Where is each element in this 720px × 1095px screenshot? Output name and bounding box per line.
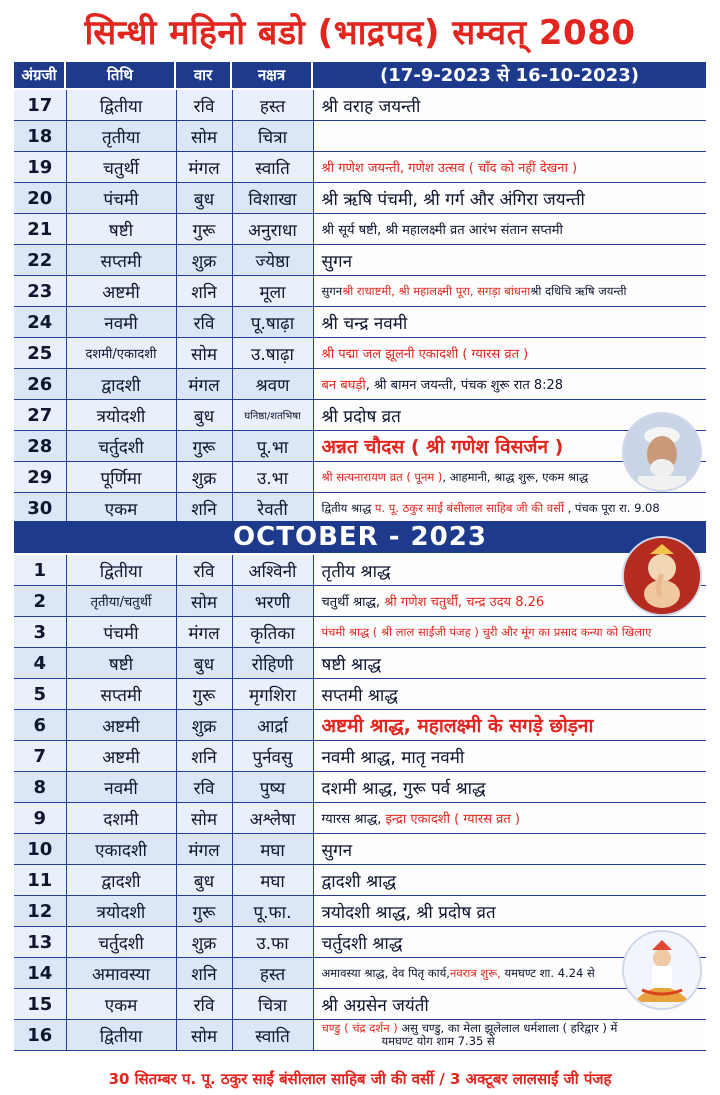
event-line: [322, 1035, 707, 1048]
cell-day: शनि: [176, 958, 232, 989]
table-row: [14, 927, 706, 958]
cell-event: [313, 307, 706, 338]
event-fragment: चतुर्थी श्राद्ध,: [321, 595, 385, 610]
cell-nakshatra: विशाखा: [232, 183, 313, 214]
cell-day: रवि: [176, 772, 232, 803]
table-row: [14, 214, 706, 245]
cell-nakshatra: रोहिणी: [232, 648, 313, 679]
cell-tithi: दशमी: [66, 803, 176, 834]
cell-event: [313, 772, 706, 803]
cell-tithi: पंचमी: [66, 617, 176, 648]
jhulelal-icon: [624, 932, 700, 1008]
event-fragment: अष्टमी श्राद्ध, महालक्ष्मी के सगड़े छोड़ना: [321, 715, 594, 737]
cell-tithi: नवमी: [66, 307, 176, 338]
cell-date: 15: [14, 989, 66, 1020]
cell-date: 9: [14, 803, 66, 834]
cell-event: [313, 90, 706, 121]
event-fragment: श्री वराह जयन्ती: [321, 96, 421, 117]
header-tithi: तिथि: [66, 62, 176, 88]
cell-date: 14: [14, 958, 66, 989]
event-fragment: , आहमानी, श्राद्ध शुरू, एकम श्राद्ध: [442, 469, 589, 484]
event-fragment: अन्नत चौदस ( श्री गणेश विसर्जन ): [321, 436, 564, 458]
cell-date: 30: [14, 493, 66, 524]
cell-nakshatra: पू.षाढ़ा: [232, 307, 313, 338]
cell-nakshatra: मृगशिरा: [232, 679, 313, 710]
cell-day: शनि: [176, 276, 232, 307]
table-row: [14, 338, 706, 369]
october-table: [14, 555, 706, 1051]
cell-day: गुरू: [176, 896, 232, 927]
september-table: [14, 90, 706, 524]
table-row: [14, 1020, 706, 1051]
cell-day: गुरू: [176, 431, 232, 462]
cell-date: 12: [14, 896, 66, 927]
event-fragment: श्री सत्यनारायण व्रत ( पूनम ): [321, 469, 443, 484]
cell-nakshatra: अनुराधा: [232, 214, 313, 245]
cell-date: 6: [14, 710, 66, 741]
cell-event: [313, 1020, 706, 1051]
table-row: [14, 121, 706, 152]
cell-date: 21: [14, 214, 66, 245]
cell-nakshatra: चित्रा: [232, 121, 313, 152]
cell-date: 3: [14, 617, 66, 648]
cell-date: 5: [14, 679, 66, 710]
table-row: [14, 431, 706, 462]
cell-tithi: तृतीया: [66, 121, 176, 152]
cell-day: शनि: [176, 741, 232, 772]
cell-day: गुरू: [176, 214, 232, 245]
event-fragment: सुगन: [321, 283, 343, 298]
cell-day: सोम: [176, 586, 232, 617]
cell-date: 29: [14, 462, 66, 493]
event-fragment: नवमी श्राद्ध, मातृ नवमी: [321, 747, 465, 768]
cell-tithi: षष्टी: [66, 648, 176, 679]
cell-tithi: अष्टमी: [66, 276, 176, 307]
cell-day: मंगल: [176, 834, 232, 865]
cell-event: [313, 152, 706, 183]
table-row: [14, 555, 706, 586]
cell-date: 7: [14, 741, 66, 772]
cell-nakshatra: पू.भा: [232, 431, 313, 462]
cell-nakshatra: पुष्य: [232, 772, 313, 803]
cell-date: 18: [14, 121, 66, 152]
event-fragment: षष्टी श्राद्ध: [321, 654, 382, 675]
cell-nakshatra: उ.फा: [232, 927, 313, 958]
cell-event: [313, 679, 706, 710]
cell-day: गुरू: [176, 679, 232, 710]
table-row: [14, 865, 706, 896]
cell-nakshatra: मघा: [232, 865, 313, 896]
cell-nakshatra: अश्विनी: [232, 555, 313, 586]
event-fragment: चर्तुदशी श्राद्ध: [321, 933, 403, 954]
page-title: सिन्धी महिनो बडो (भाद्रपद) सम्वत् 2080: [84, 13, 636, 53]
cell-day: मंगल: [176, 617, 232, 648]
cell-date: 22: [14, 245, 66, 276]
event-fragment: यमघण्ट योग शाम 7.35 से: [381, 1034, 495, 1048]
event-fragment: , पंचक पूरा रा. 9.08: [563, 500, 660, 515]
header-day: वार: [176, 62, 232, 88]
table-row: [14, 400, 706, 431]
table-header: [14, 62, 706, 88]
jhulelal-image: [622, 930, 702, 1010]
cell-tithi: एकम: [66, 493, 176, 524]
cell-tithi: चर्तुदशी: [66, 927, 176, 958]
cell-tithi: त्रयोदशी: [66, 400, 176, 431]
cell-date: 2: [14, 586, 66, 617]
cell-day: बुध: [176, 183, 232, 214]
portrait-icon: [624, 414, 700, 490]
cell-date: 25: [14, 338, 66, 369]
cell-day: रवि: [176, 555, 232, 586]
header-date: अंग्रजी: [14, 62, 66, 88]
table-row: [14, 462, 706, 493]
cell-tithi: तृतीया/चतुर्थी: [66, 586, 176, 617]
cell-nakshatra: पुर्नवसु: [232, 741, 313, 772]
cell-day: रवि: [176, 307, 232, 338]
event-fragment: इन्द्रा एकादशी ( ग्यारस व्रत ): [385, 812, 520, 827]
cell-day: शुक्र: [176, 245, 232, 276]
event-fragment: अमावस्या श्राद्ध, देव पितृ कार्य,: [321, 965, 450, 980]
table-row: [14, 989, 706, 1020]
cell-tithi: चतुर्थी: [66, 152, 176, 183]
cell-nakshatra: ज्येष्ठा: [232, 245, 313, 276]
event-fragment: श्री ऋषि पंचमी, श्री गर्ग और अंगिरा जयन्ती: [321, 189, 585, 210]
cell-tithi: नवमी: [66, 772, 176, 803]
cell-date: 26: [14, 369, 66, 400]
cell-tithi: चर्तुदशी: [66, 431, 176, 462]
cell-nakshatra: उ.भा: [232, 462, 313, 493]
cell-event: [313, 834, 706, 865]
table-row: [14, 90, 706, 121]
event-fragment: श्री राधाष्टमी, श्री महालक्ष्मी पूरा, सगड़ा बांधना: [342, 283, 531, 298]
table-row: [14, 710, 706, 741]
event-fragment: त्रयोदशी श्राद्ध, श्री प्रदोष व्रत: [321, 902, 496, 923]
cell-date: 10: [14, 834, 66, 865]
event-two-line: [322, 1022, 707, 1048]
cell-day: बुध: [176, 865, 232, 896]
cell-nakshatra: मघा: [232, 834, 313, 865]
event-fragment: चण्डु ( चंद्र दर्शन ): [321, 1021, 398, 1035]
cell-nakshatra: अश्लेषा: [232, 803, 313, 834]
table-row: [14, 772, 706, 803]
cell-tithi: सप्तमी: [66, 679, 176, 710]
ganesha-image: [622, 536, 702, 616]
event-fragment: सुगन: [321, 840, 352, 861]
cell-nakshatra: स्वाति: [232, 152, 313, 183]
table-row: [14, 617, 706, 648]
table-row: [14, 834, 706, 865]
event-fragment: नवरात्र शुरू,: [449, 965, 501, 980]
table-row: [14, 586, 706, 617]
table-row: [14, 679, 706, 710]
event-fragment: श्री प्रदोष व्रत: [321, 406, 401, 427]
cell-day: शुक्र: [176, 462, 232, 493]
cell-event: [313, 617, 706, 648]
cell-tithi: अमावस्या: [66, 958, 176, 989]
cell-day: सोम: [176, 803, 232, 834]
event-fragment: द्वादशी श्राद्ध: [321, 871, 397, 892]
cell-tithi: द्वादशी: [66, 865, 176, 896]
portrait-photo: [622, 412, 702, 492]
ganesha-icon: [624, 538, 700, 614]
cell-date: 1: [14, 555, 66, 586]
cell-day: शुक्र: [176, 710, 232, 741]
header-date-range: (17-9-2023 से 16-10-2023): [380, 65, 639, 86]
cell-day: मंगल: [176, 369, 232, 400]
cell-nakshatra: हस्त: [232, 90, 313, 121]
cell-event: [313, 648, 706, 679]
cell-date: 20: [14, 183, 66, 214]
cell-tithi: पूर्णिमा: [66, 462, 176, 493]
cell-day: सोम: [176, 338, 232, 369]
month-banner: OCTOBER - 2023: [14, 521, 706, 553]
table-row: [14, 741, 706, 772]
event-fragment: असु चण्डु, का मेला झूलेलाल धर्मशाला ( हरिद्वार ) में: [397, 1021, 618, 1035]
cell-nakshatra: चित्रा: [232, 989, 313, 1020]
cell-day: सोम: [176, 1020, 232, 1051]
cell-event: [313, 183, 706, 214]
event-fragment: श्री गणेश चतुर्थी, चन्द्र उदय 8.26: [384, 595, 545, 610]
cell-event: [313, 896, 706, 927]
cell-event: [313, 741, 706, 772]
cell-nakshatra: कृतिका: [232, 617, 313, 648]
cell-event: [313, 865, 706, 896]
cell-day: बुध: [176, 648, 232, 679]
event-fragment: पंचमी श्राद्ध ( श्री लाल साईंजी पंजह ) चुरी और मूंग का प्रसाद कन्या को खिलाए: [321, 624, 652, 639]
cell-date: 19: [14, 152, 66, 183]
table-row: [14, 493, 706, 524]
event-fragment: सुगन: [321, 251, 352, 272]
event-fragment: यमघण्ट शा. 4.24 से: [500, 965, 595, 980]
cell-nakshatra: मूला: [232, 276, 313, 307]
cell-date: 11: [14, 865, 66, 896]
event-fragment: द्वितीय श्राद्ध: [321, 500, 372, 515]
cell-event: [313, 214, 706, 245]
cell-tithi: पंचमी: [66, 183, 176, 214]
event-fragment: सप्तमी श्राद्ध: [321, 685, 398, 706]
event-fragment: , श्री बामन जयन्ती, पंचक शुरू रात 8:28: [365, 378, 564, 393]
event-fragment: तृतीय श्राद्ध: [321, 561, 391, 582]
header-nakshatra: नक्षत्र: [232, 62, 313, 88]
event-line: [322, 1022, 707, 1035]
event-fragment: श्री पद्मा जल झूलनी एकादशी ( ग्यारस व्रत ): [321, 347, 529, 362]
cell-day: शुक्र: [176, 927, 232, 958]
cell-date: 16: [14, 1020, 66, 1051]
cell-day: रवि: [176, 90, 232, 121]
cell-tithi: षष्टी: [66, 214, 176, 245]
cell-day: मंगल: [176, 152, 232, 183]
cell-tithi: अष्टमी: [66, 710, 176, 741]
event-fragment: प. पू. ठकुर साईं बंसीलाल साहिब जी की वर्सी: [371, 500, 564, 515]
cell-nakshatra: स्वाति: [232, 1020, 313, 1051]
cell-date: 13: [14, 927, 66, 958]
footer-note: 30 सितम्बर प. पू. ठकुर साईं बंसीलाल साहिब जी की वर्सी / 3 अक्टूबर लालसाईं जी पंजह: [108, 1069, 612, 1088]
cell-tithi: अष्टमी: [66, 741, 176, 772]
cell-tithi: एकादशी: [66, 834, 176, 865]
event-fragment: बन बघड़ी: [321, 378, 366, 393]
event-fragment: श्री चन्द्र नवमी: [321, 313, 408, 334]
cell-date: 28: [14, 431, 66, 462]
table-row: [14, 896, 706, 927]
cell-tithi: द्वादशी: [66, 369, 176, 400]
table-row: [14, 803, 706, 834]
event-fragment: श्री सूर्य षष्टी, श्री महालक्ष्मी व्रत आरंभ संतान सप्तमी: [321, 223, 563, 238]
table-row: [14, 307, 706, 338]
cell-event: [313, 493, 706, 524]
cell-event: [313, 710, 706, 741]
cell-event: [313, 803, 706, 834]
table-row: [14, 958, 706, 989]
event-fragment: ग्यारस श्राद्ध,: [321, 812, 386, 827]
cell-event: [313, 369, 706, 400]
cell-tithi: एकम: [66, 989, 176, 1020]
cell-date: 24: [14, 307, 66, 338]
cell-nakshatra: हस्त: [232, 958, 313, 989]
cell-nakshatra: उ.षाढ़ा: [232, 338, 313, 369]
cell-tithi: दशमी/एकादशी: [66, 338, 176, 369]
event-fragment: दशमी श्राद्ध, गुरू पर्व श्राद्ध: [321, 778, 486, 799]
cell-day: रवि: [176, 989, 232, 1020]
table-row: [14, 183, 706, 214]
table-row: [14, 369, 706, 400]
cell-tithi: त्रयोदशी: [66, 896, 176, 927]
cell-tithi: द्वितीया: [66, 555, 176, 586]
cell-day: शनि: [176, 493, 232, 524]
cell-nakshatra: भरणी: [232, 586, 313, 617]
event-fragment: श्री दधिचि ऋषि जयन्ती: [530, 283, 627, 298]
cell-day: बुध: [176, 400, 232, 431]
cell-nakshatra: रेवती: [232, 493, 313, 524]
cell-event: [313, 276, 706, 307]
event-fragment: श्री गणेश जयन्ती, गणेश उत्सव ( चाँद को नहीं देखना ): [321, 161, 578, 176]
cell-nakshatra: श्रवण: [232, 369, 313, 400]
table-row: [14, 276, 706, 307]
event-fragment: श्री अग्रसेन जयंती: [321, 995, 429, 1016]
cell-nakshatra: पू.फा.: [232, 896, 313, 927]
cell-nakshatra: आर्द्रा: [232, 710, 313, 741]
table-row: [14, 152, 706, 183]
cell-date: 8: [14, 772, 66, 803]
cell-event: [313, 121, 706, 152]
cell-day: सोम: [176, 121, 232, 152]
cell-date: 17: [14, 90, 66, 121]
cell-nakshatra: घनिष्ठा/शतभिषा: [232, 400, 313, 431]
cell-date: 4: [14, 648, 66, 679]
table-row: [14, 245, 706, 276]
cell-event: [313, 245, 706, 276]
cell-tithi: द्वितीया: [66, 1020, 176, 1051]
cell-event: [313, 338, 706, 369]
cell-date: 23: [14, 276, 66, 307]
cell-tithi: सप्तमी: [66, 245, 176, 276]
table-row: [14, 648, 706, 679]
cell-date: 27: [14, 400, 66, 431]
cell-tithi: द्वितीया: [66, 90, 176, 121]
